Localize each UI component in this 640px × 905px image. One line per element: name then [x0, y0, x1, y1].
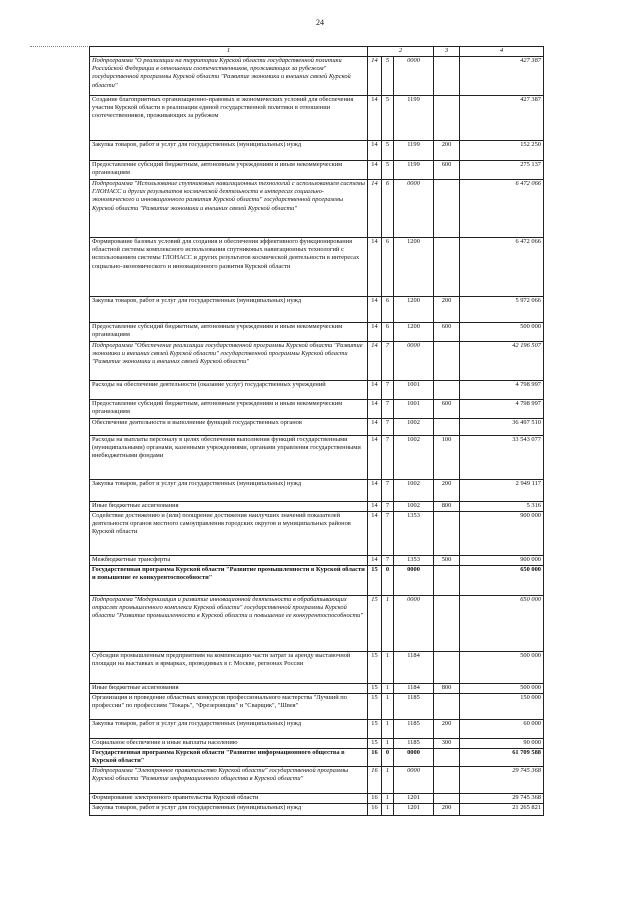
row-amount: 152 250 [460, 141, 544, 161]
row-code-b: 7 [382, 342, 394, 381]
table-row [90, 767, 544, 794]
row-amount: 6 472 066 [460, 238, 544, 297]
row-code-c: 1002 [394, 419, 434, 436]
row-expense-type [434, 749, 460, 767]
row-code-c: 1002 [394, 480, 434, 502]
row-expense-type: 200 [434, 480, 460, 502]
header-cell-type: 3 [434, 47, 460, 57]
row-amount: 6 472 066 [460, 180, 544, 238]
row-name: Формирование электронного правительства Курской области [90, 794, 368, 804]
row-code-b: 1 [382, 767, 394, 794]
row-code-a: 14 [368, 419, 382, 436]
table-row [90, 180, 544, 238]
row-code-b: 7 [382, 480, 394, 502]
row-code-c: 1185 [394, 739, 434, 749]
row-code-a: 14 [368, 141, 382, 161]
row-name: Иные бюджетные ассигнования [90, 684, 368, 694]
row-expense-type: 600 [434, 400, 460, 419]
row-code-c: 0000 [394, 180, 434, 238]
row-code-a: 14 [368, 342, 382, 381]
row-code-c: 1185 [394, 720, 434, 739]
table-row [90, 749, 544, 767]
row-code-b: 6 [382, 238, 394, 297]
row-code-a: 14 [368, 180, 382, 238]
row-amount: 275 137 [460, 161, 544, 180]
row-name: Государственная программа Курской области "Развитие информационного общества в Курской области" [90, 749, 368, 767]
row-expense-type [434, 566, 460, 596]
row-code-b: 6 [382, 180, 394, 238]
row-code-b: 5 [382, 161, 394, 180]
row-code-a: 16 [368, 767, 382, 794]
row-code-a: 15 [368, 596, 382, 652]
table-row [90, 804, 544, 816]
table-row [90, 512, 544, 556]
row-name: Закупка товаров, работ и услуг для государственных (муниципальных) нужд [90, 480, 368, 502]
row-code-b: 5 [382, 96, 394, 141]
row-code-b: 7 [382, 556, 394, 566]
row-name: Предоставление субсидий бюджетным, автономным учреждениям и иным некоммерческим организациям [90, 161, 368, 180]
row-name: Подпрограмма "Модернизация и развитие инновационной деятельности в обрабатывающих отраслях промышленного комплекса Курской области" государственной программы Курской области "Развитие промышленности в Курской области и повышение ее конкурентоспособности" [90, 596, 368, 652]
row-expense-type [434, 96, 460, 141]
row-name: Обеспечение деятельности и выполнение функций государственных органов [90, 419, 368, 436]
row-name: Формирование базовых условий для создания и обеспечения эффективного функционирования областной системы комплексного использования спутниковых навигационных технологий с использованием системы ГЛОНАСС и других результатов космической деятельности в интересах социально-экономического и инновационного развития Курской области [90, 238, 368, 297]
table-row [90, 694, 544, 720]
row-code-b: 7 [382, 400, 394, 419]
row-code-a: 14 [368, 556, 382, 566]
row-code-b: 1 [382, 652, 394, 684]
row-expense-type [434, 238, 460, 297]
row-code-b: 1 [382, 596, 394, 652]
table-row [90, 684, 544, 694]
row-name: Предоставление субсидий бюджетным, автономным учреждениям и иным некоммерческим организациям [90, 400, 368, 419]
row-code-a: 16 [368, 749, 382, 767]
row-expense-type [434, 596, 460, 652]
row-code-c: 1199 [394, 141, 434, 161]
row-amount: 5 316 [460, 502, 544, 512]
table-row [90, 141, 544, 161]
row-code-c: 1002 [394, 502, 434, 512]
row-code-c: 0000 [394, 749, 434, 767]
row-name: Расходы на обеспечение деятельности (оказание услуг) государственных учреждений [90, 381, 368, 400]
row-expense-type: 300 [434, 739, 460, 749]
row-amount: 650 000 [460, 566, 544, 596]
table-row [90, 739, 544, 749]
row-code-a: 14 [368, 502, 382, 512]
row-amount: 427 387 [460, 57, 544, 96]
row-expense-type [434, 180, 460, 238]
row-code-c: 0000 [394, 767, 434, 794]
row-code-a: 14 [368, 381, 382, 400]
row-name: Создание благоприятных организационно-правовых и экономических условий для обеспечения участия Курской области в реализации единой государственной политики в отношении соотечественников, проживающих за рубежом [90, 96, 368, 141]
row-name: Содействие достижению и (или) поощрение достижения наилучших значений показателей деятельности органов местного самоуправления городских округов и муниципальных районов Курской области [90, 512, 368, 556]
row-name: Закупка товаров, работ и услуг для государственных (муниципальных) нужд [90, 297, 368, 323]
row-code-c: 1353 [394, 512, 434, 556]
row-expense-type: 200 [434, 297, 460, 323]
row-code-c: 1184 [394, 652, 434, 684]
row-code-a: 14 [368, 323, 382, 342]
row-code-a: 15 [368, 739, 382, 749]
row-code-c: 0000 [394, 566, 434, 596]
row-amount: 5 972 066 [460, 297, 544, 323]
row-code-b: 5 [382, 57, 394, 96]
row-code-c: 0000 [394, 342, 434, 381]
row-code-b: 1 [382, 694, 394, 720]
row-expense-type: 200 [434, 804, 460, 816]
table-row [90, 96, 544, 141]
row-code-a: 15 [368, 652, 382, 684]
table-row [90, 480, 544, 502]
row-amount: 427 387 [460, 96, 544, 141]
row-expense-type: 800 [434, 502, 460, 512]
row-code-c: 1184 [394, 684, 434, 694]
row-amount: 900 000 [460, 512, 544, 556]
header-cell-amount: 4 [460, 47, 544, 57]
row-code-b: 7 [382, 436, 394, 480]
row-amount: 60 000 [460, 720, 544, 739]
row-name: Организация и проведение областных конкурсов профессионального мастерства "Лучший по профессии" по профессиям "Токарь", "Фрезеровщик" и "Сварщик", "Швея" [90, 694, 368, 720]
scan-artifact [30, 46, 88, 48]
row-code-a: 14 [368, 400, 382, 419]
row-code-c: 1201 [394, 794, 434, 804]
row-amount: 4 798 997 [460, 400, 544, 419]
row-code-b: 0 [382, 566, 394, 596]
table-row [90, 436, 544, 480]
row-code-b: 6 [382, 297, 394, 323]
row-code-c: 1185 [394, 694, 434, 720]
row-amount: 36 497 510 [460, 419, 544, 436]
row-name: Иные бюджетные ассигнования [90, 502, 368, 512]
row-code-c: 1001 [394, 381, 434, 400]
table-row [90, 556, 544, 566]
row-code-b: 1 [382, 804, 394, 816]
row-expense-type: 500 [434, 556, 460, 566]
row-code-c: 1001 [394, 400, 434, 419]
row-code-b: 7 [382, 502, 394, 512]
row-code-c: 1200 [394, 323, 434, 342]
row-name: Закупка товаров, работ и услуг для государственных (муниципальных) нужд [90, 720, 368, 739]
row-code-a: 16 [368, 794, 382, 804]
row-name: Межбюджетные трансферты [90, 556, 368, 566]
row-code-a: 15 [368, 694, 382, 720]
row-code-c: 1201 [394, 804, 434, 816]
row-expense-type: 100 [434, 436, 460, 480]
table-row [90, 502, 544, 512]
row-name: Субсидии промышленным предприятиям на компенсацию части затрат за аренду выставочной площади на выставках и ярмарках, проводимых в г. Москве, регионах России [90, 652, 368, 684]
row-expense-type: 600 [434, 323, 460, 342]
row-expense-type [434, 381, 460, 400]
row-name: Закупка товаров, работ и услуг для государственных (муниципальных) нужд [90, 141, 368, 161]
row-expense-type [434, 419, 460, 436]
row-code-a: 15 [368, 720, 382, 739]
row-code-c: 1199 [394, 96, 434, 141]
row-amount: 150 000 [460, 694, 544, 720]
header-cell-name: 1 [90, 47, 368, 57]
row-expense-type [434, 652, 460, 684]
row-code-b: 1 [382, 720, 394, 739]
table-row [90, 161, 544, 180]
row-amount: 42 196 507 [460, 342, 544, 381]
row-name: Социальное обеспечение и иные выплаты населению [90, 739, 368, 749]
table-row [90, 297, 544, 323]
table-row [90, 419, 544, 436]
row-code-c: 0000 [394, 596, 434, 652]
row-code-b: 7 [382, 381, 394, 400]
row-amount: 650 000 [460, 596, 544, 652]
row-code-a: 14 [368, 57, 382, 96]
budget-table [89, 46, 544, 816]
row-code-a: 14 [368, 480, 382, 502]
header-cell-code: 2 [368, 47, 434, 57]
row-code-c: 1200 [394, 297, 434, 323]
row-code-a: 15 [368, 684, 382, 694]
row-code-c: 1199 [394, 161, 434, 180]
table-row [90, 400, 544, 419]
row-code-a: 16 [368, 804, 382, 816]
row-expense-type: 800 [434, 684, 460, 694]
row-amount: 61 709 588 [460, 749, 544, 767]
row-name: Закупка товаров, работ и услуг для государственных (муниципальных) нужд [90, 804, 368, 816]
row-expense-type [434, 342, 460, 381]
row-code-c: 1002 [394, 436, 434, 480]
table-row [90, 566, 544, 596]
row-name: Предоставление субсидий бюджетным, автономным учреждениям и иным некоммерческим организациям [90, 323, 368, 342]
table-row [90, 342, 544, 381]
row-code-a: 14 [368, 238, 382, 297]
row-amount: 29 745 368 [460, 767, 544, 794]
row-code-b: 6 [382, 323, 394, 342]
row-code-c: 1353 [394, 556, 434, 566]
row-code-b: 7 [382, 419, 394, 436]
row-code-a: 14 [368, 436, 382, 480]
row-code-b: 0 [382, 749, 394, 767]
row-amount: 4 798 997 [460, 381, 544, 400]
table-row [90, 323, 544, 342]
table-row [90, 794, 544, 804]
table-row [90, 238, 544, 297]
page-number: 24 [316, 18, 324, 27]
row-amount: 33 543 077 [460, 436, 544, 480]
row-name: Подпрограмма "О реализации на территории Курской области государственной политики Российской Федерации в отношении соотечественников, проживающих за рубежом" государственной программы Курской области "Развитие экономики и внешних связей Курской области" [90, 57, 368, 96]
row-expense-type [434, 794, 460, 804]
row-name: Подпрограмма "Обеспечение реализации государственной программы Курской области "Развитие экономики и внешних связей Курской области" государственной программы Курской области "Развитие экономики и внешних связей Курской области" [90, 342, 368, 381]
row-amount: 21 265 821 [460, 804, 544, 816]
row-name: Расходы на выплаты персоналу в целях обеспечения выполнения функций государственными (муниципальными) органами, казенными учреждениями, органами управления государственными внебюджетными фондами [90, 436, 368, 480]
row-expense-type: 600 [434, 161, 460, 180]
row-code-a: 14 [368, 96, 382, 141]
row-expense-type [434, 57, 460, 96]
row-expense-type [434, 767, 460, 794]
row-name: Государственная программа Курской области "Развитие промышленности в Курской области и повышение ее конкурентоспособности" [90, 566, 368, 596]
row-code-b: 7 [382, 512, 394, 556]
row-expense-type: 200 [434, 141, 460, 161]
table-header-row [90, 47, 544, 57]
row-code-b: 1 [382, 794, 394, 804]
row-amount: 500 000 [460, 652, 544, 684]
row-code-c: 0000 [394, 57, 434, 96]
row-code-a: 14 [368, 161, 382, 180]
row-expense-type [434, 512, 460, 556]
row-expense-type: 200 [434, 720, 460, 739]
row-amount: 2 949 117 [460, 480, 544, 502]
row-code-a: 14 [368, 512, 382, 556]
row-code-b: 1 [382, 684, 394, 694]
row-expense-type [434, 694, 460, 720]
row-amount: 90 000 [460, 739, 544, 749]
row-name: Подпрограмма "Электронное правительство Курской области" государственной программы Курской области "Развитие информационного общества в Курской области" [90, 767, 368, 794]
table-row [90, 596, 544, 652]
table-row [90, 652, 544, 684]
row-code-a: 14 [368, 297, 382, 323]
row-amount: 29 745 368 [460, 794, 544, 804]
row-amount: 500 000 [460, 323, 544, 342]
table-row [90, 720, 544, 739]
row-code-b: 1 [382, 739, 394, 749]
table-row [90, 57, 544, 96]
row-amount: 500 000 [460, 684, 544, 694]
row-amount: 900 000 [460, 556, 544, 566]
row-name: Подпрограмма "Использование спутниковых навигационных технологий с использованием системы ГЛОНАСС и других результатов космической деятельности в интересах социально-экономического и инновационного развития Курской области" государственной программы Курской области "Развитие экономики и внешних связей Курской области" [90, 180, 368, 238]
table-row [90, 381, 544, 400]
row-code-b: 5 [382, 141, 394, 161]
row-code-c: 1200 [394, 238, 434, 297]
row-code-a: 15 [368, 566, 382, 596]
